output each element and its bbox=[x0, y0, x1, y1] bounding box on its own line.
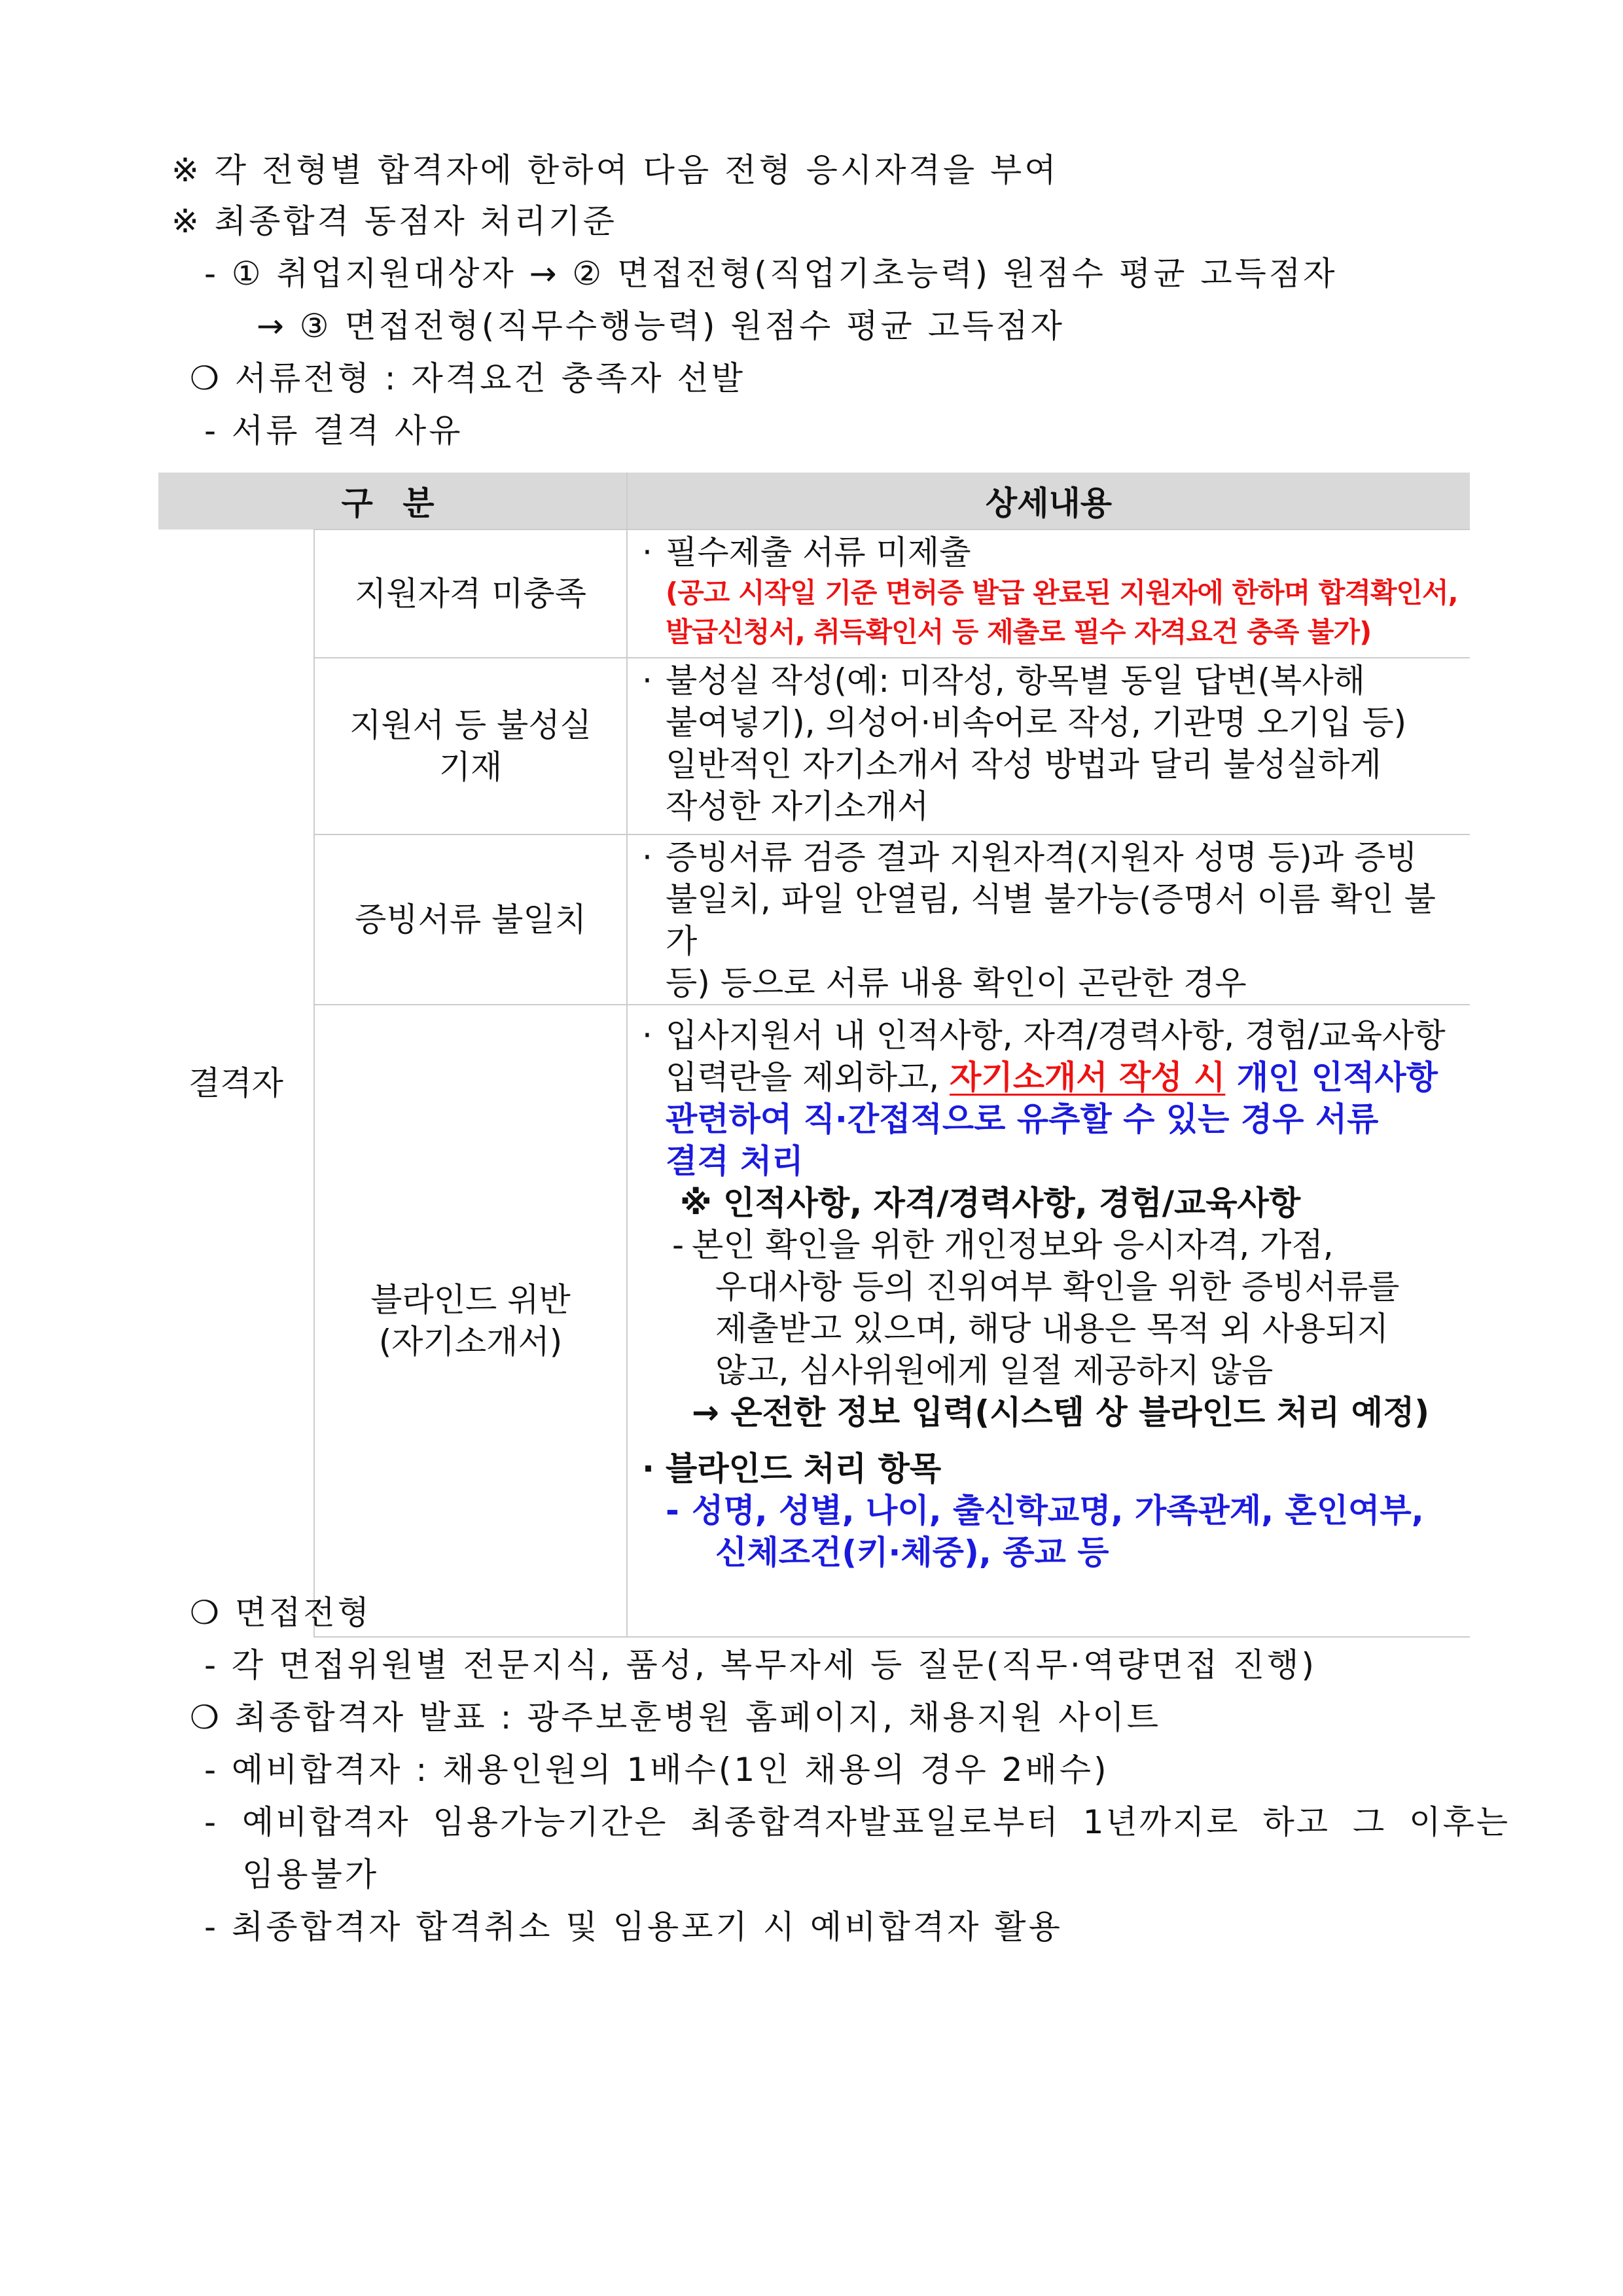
item-cell: 블라인드 위반 (자기소개서) bbox=[314, 1005, 627, 1637]
table-row bbox=[158, 834, 1470, 1005]
item-cell: 증빙서류 불일치 bbox=[314, 834, 627, 1005]
highlight-red: 자기소개서 작성 시 bbox=[950, 1058, 1226, 1096]
reserve-period-dash: - bbox=[204, 1803, 217, 1841]
table-row bbox=[158, 529, 1470, 658]
document-screening-heading: ❍ 서류전형 : 자격요건 충족자 선발 bbox=[190, 359, 746, 397]
item-cell: 지원서 등 불성실 기재 bbox=[314, 658, 627, 834]
disqualification-table bbox=[158, 473, 1470, 1638]
note-pass-eligibility: ※ 각 전형별 합격자에 한하여 다음 전형 응시자격을 부여 bbox=[171, 151, 1059, 189]
detail-cell: · 필수제출 서류 미제출 (공고 시작일 기준 면허증 발급 완료된 지원자에 한하며 합격확인서, 발급신청서, 취득확인서 등 제출로 필수 자격요건 충족 불가) bbox=[627, 529, 1470, 658]
interview-heading: ❍ 면접전형 bbox=[190, 1594, 372, 1632]
item-cell: 지원자격 미충족 bbox=[314, 529, 627, 658]
tiebreak-rule-1: - ① 취업지원대상자 → ② 면접전형(직업기초능력) 원점수 평균 고득점자 bbox=[204, 255, 1338, 293]
note-tiebreak-title: ※ 최종합격 동점자 처리기준 bbox=[171, 202, 617, 240]
reserve-usage: - 최종합격자 합격취소 및 임용포기 시 예비합격자 활용 bbox=[204, 1908, 1063, 1946]
detail-cell: · 불성실 작성(예: 미작성, 항목별 동일 답변(복사해 붙여넣기), 의성어·비속어로 작성, 기관명 오기입 등) 일반적인 자기소개서 작성 방법과 달리 불성실하게 작성한 자기소개서 bbox=[627, 658, 1470, 834]
reserve-candidates: - 예비합격자 : 채용인원의 1배수(1인 채용의 경우 2배수) bbox=[204, 1751, 1109, 1789]
table-row bbox=[158, 1005, 1470, 1637]
final-announcement-heading: ❍ 최종합격자 발표 : 광주보훈병원 홈페이지, 채용지원 사이트 bbox=[190, 1698, 1162, 1736]
reserve-period: 예비합격자 임용가능기간은 최종합격자발표일로부터 1년까지로 하고 그 이후는 bbox=[242, 1803, 1510, 1841]
reserve-period-cont: 임용불가 bbox=[242, 1856, 380, 1893]
category-cell: 결격자 bbox=[188, 1064, 283, 1102]
tiebreak-rule-2: → ③ 면접전형(직무수행능력) 원점수 평균 고득점자 bbox=[257, 307, 1065, 345]
table-header-category: 구 분 bbox=[158, 473, 627, 529]
table-header-detail: 상세내용 bbox=[627, 473, 1470, 529]
detail-cell: · 증빙서류 검증 결과 지원자격(지원자 성명 등)과 증빙 불일치, 파일 안열림, 식별 불가능(증명서 이름 확인 불가 등) 등으로 서류 내용 확인이 곤란한 경우 bbox=[627, 834, 1470, 1005]
red-note: 발급신청서, 취득확인서 등 제출로 필수 자격요건 충족 불가) bbox=[666, 616, 1372, 648]
detail-cell: · 입사지원서 내 인적사항, 자격/경력사항, 경험/교육사항 입력란을 제외하고, 자기소개서 작성 시 개인 인적사항 관련하여 직·간접적으로 유추할 수 있는 경우 서류 결격 처리 ※ 인적사항, 자격/경력사항, 경험/교육사항 - 본인 확인을 위한 개인정보와 응시자격, 가점, 우대사항 등의 진위여부 확인을 위한 증빙서류를 제출받고 있으며, 해당 내용은 목적 외 사용되지 않고, 심사위원에게 일절 제공하지 않음 → 온전한 정보 입력(시스템 상 블라인드 처리 예정) · 블라인드 처리 항목 - 성명, 성별, 나이, 출신학교명, 가족관계, 혼인여부, 신체조건(키·체중), 종교 등 bbox=[627, 1005, 1470, 1637]
table-row bbox=[158, 658, 1470, 834]
document-disqualification-heading: - 서류 결격 사유 bbox=[204, 412, 463, 450]
red-note: (공고 시작일 기준 면허증 발급 완료된 지원자에 한하며 합격확인서, bbox=[666, 577, 1458, 609]
interview-detail: - 각 면접위원별 전문지식, 품성, 복무자세 등 질문(직무·역량면접 진행) bbox=[204, 1646, 1317, 1684]
